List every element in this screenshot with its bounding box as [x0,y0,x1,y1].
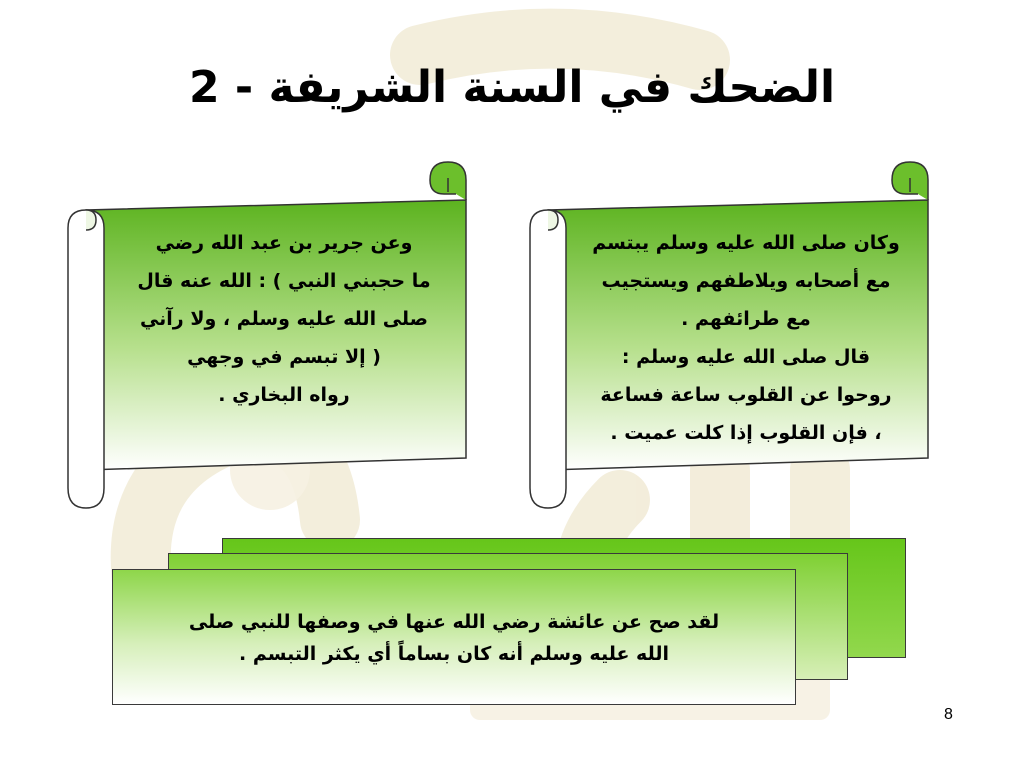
text-line: مع أصحابه ويلاطفهم ويستجيب [601,270,891,292]
text-line: وعن جرير بن عبد الله رضي [155,232,413,254]
text-line: ( إلا تبسم في وجهي [187,346,381,368]
text-line: مع طرائفهم . [681,308,811,330]
text-line: روحوا عن القلوب ساعة فساعة [600,384,892,406]
scroll-panel-right [526,158,956,518]
quote-card-text [125,606,783,670]
text-line: رواه البخاري . [218,384,350,406]
text-line: ، فإن القلوب إذا كلت عميت . [610,422,882,444]
scroll-panel-left [64,158,494,518]
quote-card [112,569,796,705]
scroll-left-text [108,224,460,414]
scroll-right-text [570,224,922,452]
page-number: 8 [944,706,953,723]
text-line: قال صلى الله عليه وسلم : [621,346,871,368]
text-line: لقد صح عن عائشة رضي الله عنها في وصفها للنبي صلى [188,611,720,633]
text-line: ما حجبني النبي ) : الله عنه قال [137,270,431,292]
text-line: صلى الله عليه وسلم ، ولا رآني [139,308,429,330]
text-line: وكان صلى الله عليه وسلم يبتسم [592,232,900,254]
slide-title: الضحك في السنة الشريفة - 2 [188,62,836,113]
text-line: الله عليه وسلم أنه كان بساماً أي يكثر التبسم . [239,643,669,665]
